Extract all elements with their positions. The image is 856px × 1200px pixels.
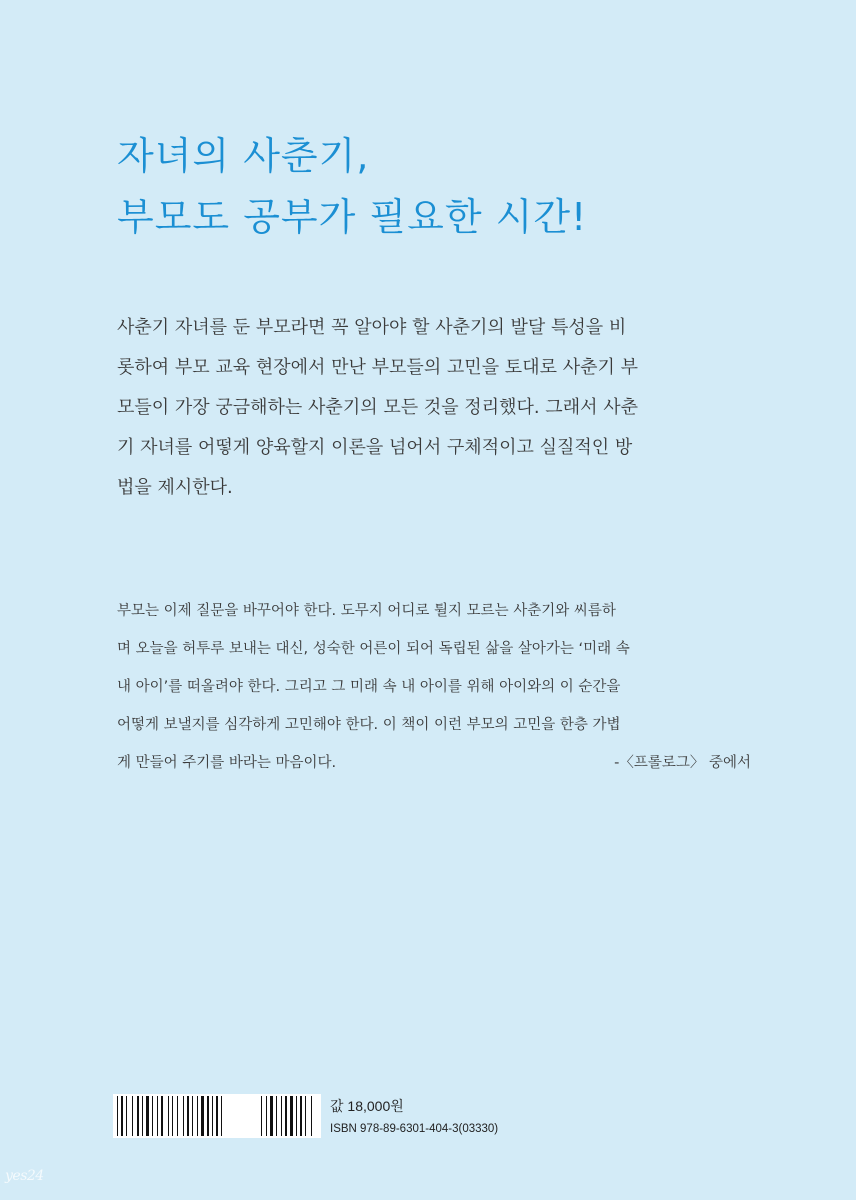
barcode-bar [161,1096,163,1136]
barcode-bar [281,1096,282,1136]
yes24-watermark-logo: yes24 [5,1168,44,1184]
headline-line-1: 자녀의 사춘기, [117,134,370,178]
price-block [330,1096,498,1138]
barcode-bar [152,1096,153,1136]
barcode-bar [216,1096,218,1136]
barcode-bar [276,1096,277,1136]
barcode-bar [261,1096,262,1136]
barcode-bar [137,1096,139,1136]
barcode-bar [207,1096,209,1136]
barcode-bar [183,1096,184,1136]
description-line: 법을 제시한다. [117,477,233,498]
barcode-bar [212,1096,213,1136]
description-line: 롯하여 부모 교육 현장에서 만난 부모들의 고민을 토대로 사춘기 부 [117,357,638,378]
description-line: 모들이 가장 궁금해하는 사춘기의 모든 것을 정리했다. 그래서 사춘 [117,397,638,418]
barcode-bar [117,1096,118,1136]
description-line: 사춘기 자녀를 둔 부모라면 꼭 알아야 할 사춘기의 발달 특성을 비 [117,317,627,338]
barcode-bar [197,1096,198,1136]
price: 값 18,000원 [330,1098,404,1114]
barcode-bar [132,1096,133,1136]
barcode-bar [157,1096,158,1136]
barcode-bar [168,1096,169,1136]
prologue-last-line [117,744,757,782]
barcode-bar [121,1096,123,1136]
barcode-bar [187,1096,189,1136]
isbn: ISBN 978-89-6301-404-3(03330) [330,1123,499,1135]
barcode-bar [266,1096,267,1136]
description-line: 기 자녀를 어떻게 양육할지 이론을 넘어서 구체적이고 실질적인 방 [117,437,633,458]
barcode-bar [142,1096,143,1136]
prologue-line: 내 아이’를 떠올려야 한다. 그리고 그 미래 속 내 아이를 위해 아이와의 이 순간을 [117,679,621,695]
barcode-bar [146,1096,149,1136]
barcode-bar [172,1096,173,1136]
barcode-bar [285,1096,287,1136]
barcode-bar [221,1096,222,1136]
barcode-bar [201,1096,204,1136]
prologue-line: 어떻게 보낼지를 심각하게 고민해야 한다. 이 책이 이런 부모의 고민을 한층 가볍 [117,717,621,733]
headline-line-2: 부모도 공부가 필요한 시간! [117,195,588,239]
barcode-bar [296,1096,297,1136]
prologue-line: 게 만들어 주기를 바라는 마음이다. [117,755,337,771]
prologue-line: 며 오늘을 허투루 보내는 대신, 성숙한 어른이 되어 독립된 삶을 살아가는 ‘미래 속 [117,641,630,657]
barcode-bar [305,1096,306,1136]
prologue-quote [117,592,757,782]
barcode-bar [192,1096,193,1136]
barcode-bar [270,1096,273,1136]
prologue-source: -〈프롤로그〉 중에서 [614,755,751,771]
prologue-line: 부모는 이제 질문을 바꾸어야 한다. 도무지 어디로 튈지 모르는 사춘기와 씨름하 [117,603,616,619]
barcode-bar [300,1096,302,1136]
barcode-bar [311,1096,312,1136]
barcode-bar [290,1096,293,1136]
barcode-bar [126,1096,127,1136]
barcode-bars [115,1094,319,1138]
barcode-bar [177,1096,178,1136]
description [117,308,757,508]
headline [117,126,757,248]
barcode [113,1094,321,1138]
